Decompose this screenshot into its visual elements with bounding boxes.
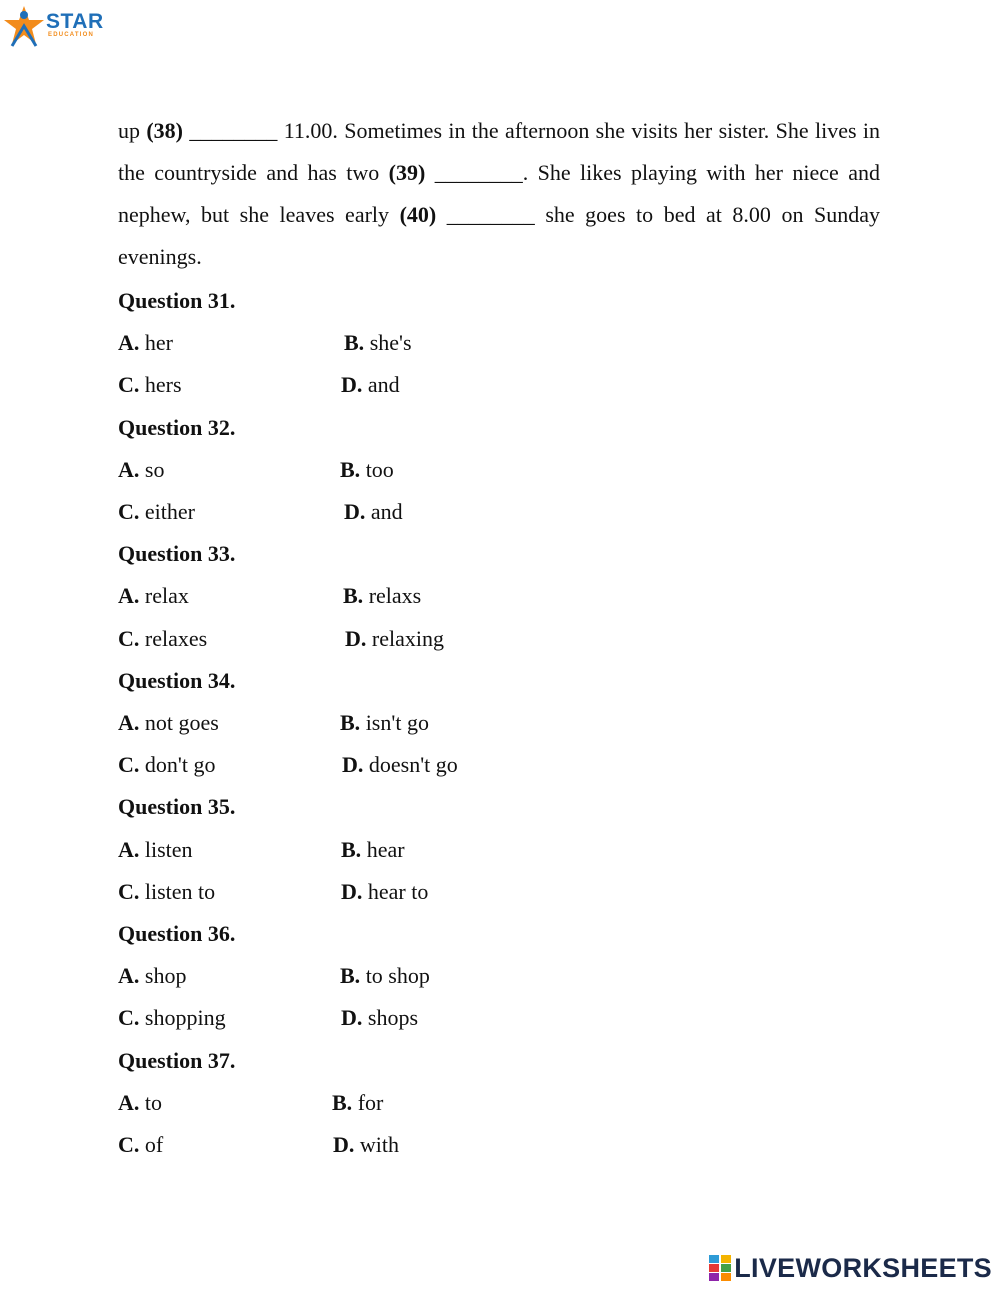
option-text: too [360,456,394,482]
option-letter: A. [118,963,140,989]
option-letter: C. [118,752,140,778]
option-letter: C. [118,625,140,651]
liveworksheets-text: LIVEWORKSHEETS [734,1252,992,1283]
answer-option[interactable] [344,497,403,527]
option-letter: C. [118,1005,140,1031]
answer-option[interactable] [340,455,394,485]
blank-number: (39) [388,160,426,185]
option-letter: B. [341,836,362,862]
answer-option[interactable] [118,497,195,527]
option-text: and [362,372,400,398]
star-person-icon [2,2,48,50]
option-letter: C. [118,372,140,398]
passage-text: up [118,118,147,143]
option-letter: D. [333,1132,355,1157]
answer-option[interactable] [118,835,193,865]
option-text: hear [361,836,405,862]
answer-option[interactable] [118,1003,226,1033]
answer-option[interactable] [118,877,215,907]
answer-option[interactable] [341,1003,418,1033]
question-title: Question 31. [118,288,236,313]
option-text: listen to [139,878,216,904]
question-title: Question 36. [118,921,236,946]
option-text: hear to [362,878,429,904]
option-letter: C. [118,878,140,904]
liveworksheets-brand [709,1253,992,1283]
question-title: Question 32. [118,414,236,440]
option-letter: D. [341,372,363,398]
answer-option[interactable] [118,708,219,738]
option-text: hers [139,372,182,398]
option-text: listen [139,836,193,862]
option-letter: A. [118,330,140,356]
question-title: Question 34. [118,667,236,693]
option-letter: C. [118,1132,140,1157]
option-letter: D. [342,752,364,778]
option-text: shop [139,963,187,989]
question-title: Question 33. [118,541,236,567]
logo-subtext: EDUCATION [48,32,95,38]
option-text: to shop [360,963,430,989]
answer-option[interactable] [118,1088,162,1118]
option-text: isn't go [360,710,429,735]
question-title: Question 37. [118,1047,236,1073]
question-title: Question 35. [118,794,236,820]
option-text: don't go [139,752,216,778]
option-letter: A. [118,710,140,735]
option-text: relaxs [363,583,422,609]
answer-option[interactable] [118,370,182,400]
option-letter: B. [340,710,361,735]
answer-option[interactable] [118,624,207,654]
option-letter: B. [343,583,364,609]
option-letter: B. [344,330,365,356]
blank-number: (40) [399,202,437,227]
blank-number: (38) [146,118,184,143]
passage-text: ________. She likes playing with her niece and nephew, but she leaves early [118,160,880,227]
option-text: shops [362,1005,419,1031]
option-letter: D. [345,625,367,651]
answer-option[interactable] [118,750,215,780]
option-text: with [354,1132,400,1157]
option-text: her [139,330,173,356]
answer-option[interactable] [342,750,458,780]
option-letter: D. [344,499,366,524]
answer-option[interactable] [341,877,428,907]
answer-option[interactable] [333,1130,399,1160]
answer-option[interactable] [344,328,412,358]
reading-passage [118,110,880,278]
answer-option[interactable] [341,370,400,400]
answer-option[interactable] [118,581,189,611]
option-letter: A. [118,583,140,609]
answer-option[interactable] [340,708,429,738]
answer-option[interactable] [343,581,421,611]
answer-option[interactable] [345,624,444,654]
option-text: relaxes [139,625,208,651]
option-letter: A. [118,456,140,482]
logo-text: STAR [46,10,104,33]
option-text: relax [139,583,189,609]
option-letter: C. [118,499,140,524]
option-text: not goes [139,710,219,735]
answer-option[interactable] [332,1088,383,1118]
answer-option[interactable] [118,961,186,991]
option-text: relaxing [366,625,444,651]
option-text: to [139,1089,163,1115]
option-letter: A. [118,836,140,862]
passage-text: ________ she goes to bed at 8.00 on Sunday evenings. [118,202,881,269]
option-letter: A. [118,1089,140,1115]
passage-text: ________ 11.00. Sometimes in the afternoon she visits her sister. She lives in the countryside and has two [118,118,881,185]
answer-option[interactable] [118,328,173,358]
answer-option[interactable] [341,835,405,865]
answer-option[interactable] [118,455,164,485]
option-text: doesn't go [363,752,458,778]
option-text: so [139,456,165,482]
option-text: she's [364,330,412,356]
option-letter: B. [332,1089,353,1115]
option-text: and [365,499,403,524]
option-letter: D. [341,878,363,904]
answer-option[interactable] [118,1130,163,1160]
option-text: either [139,499,195,524]
option-text: shopping [139,1005,226,1031]
star-education-logo [2,2,112,50]
option-letter: D. [341,1005,363,1031]
option-letter: B. [340,963,361,989]
liveworksheets-logo-icon [709,1255,731,1281]
answer-option[interactable] [340,961,430,991]
option-text: for [352,1089,384,1115]
option-text: of [139,1132,164,1157]
option-letter: B. [340,456,361,482]
